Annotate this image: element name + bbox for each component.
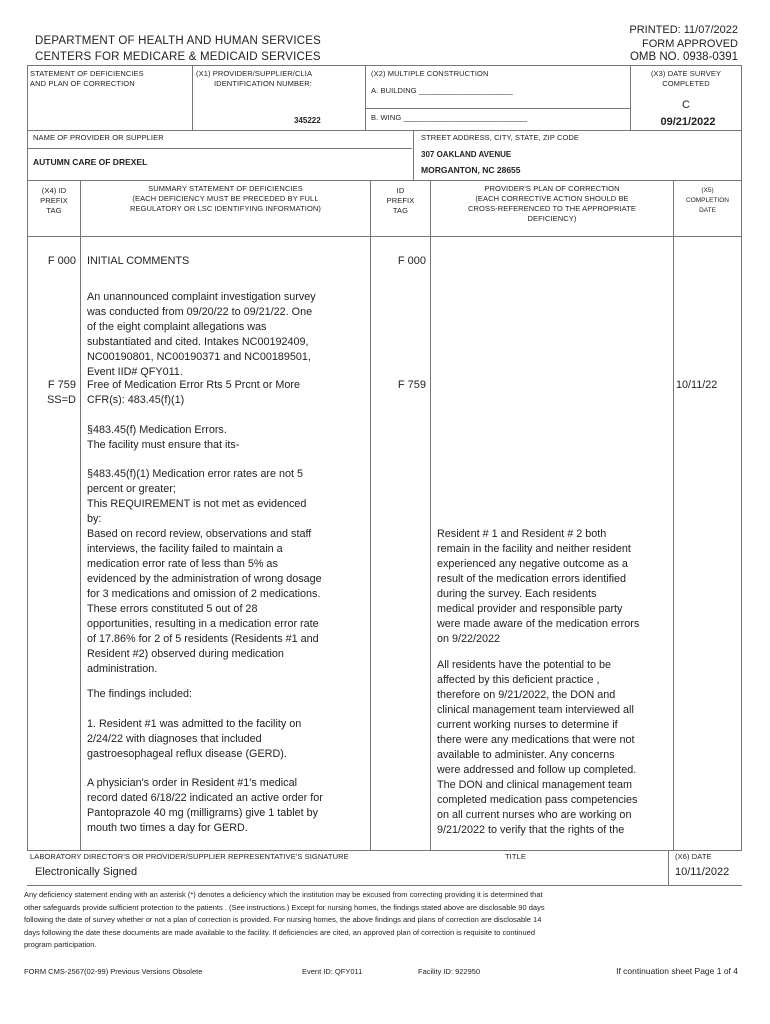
finding-1: 1. Resident #1 was admitted to the facility on 2/24/22 with diagnoses that included gastroesophageal reflux disease (GERD). (87, 718, 302, 760)
box-divider-1 (27, 130, 742, 131)
content-bottom (27, 850, 742, 851)
x3-divider (630, 65, 631, 130)
provider-id-number: 345222 (294, 116, 321, 125)
facility-id: Facility ID: 922950 (418, 967, 481, 976)
signature-bottom (27, 885, 742, 886)
address-label: STREET ADDRESS, CITY, STATE, ZIP CODE (421, 133, 580, 142)
disclosure-note: Any deficiency statement ending with an asterisk (*) denotes a deficiency which the institution may be excused from correcting providing it is determined that other safeguards provide sufficient protection to the patients . (See instructions.) Except for nursing homes, the findings stated above are disclosable 90 days following the date of survey whether or not a plan of correction is provided. For nursing homes, the above findings and plans of correction are disclosable 14 days following the date these documents are made available to the facility. If deficiencies are cited, an approved plan of correction is requisite to continued program participation. (24, 890, 545, 949)
printed-date: PRINTED: 11/07/2022 (629, 24, 738, 36)
severity-tag: SS=D (46, 394, 76, 406)
agency-name: CENTERS FOR MEDICARE & MEDICAID SERVICES (35, 51, 321, 63)
signature-date-label: (X6) DATE (675, 852, 712, 861)
omb-number: OMB NO. 0938-0391 (629, 51, 738, 63)
initial-comments-heading: INITIAL COMMENTS (87, 255, 190, 267)
form-approved: FORM APPROVED (642, 37, 738, 50)
regulation-text-1: §483.45(f) Medication Errors. The facility must ensure that its- (87, 424, 240, 451)
signature-value: Electronically Signed (35, 866, 138, 878)
box-divider-2 (27, 180, 742, 181)
building-divider (365, 108, 630, 109)
x2-wing: B. WING _____________________________ (371, 113, 528, 122)
plan-of-correction-1: Resident # 1 and Resident # 2 both remain in the facility and neither resident experienced any negative outcome as a result of the medication errors identified during the survey. Each residents medical provider and responsible party were made aware of the medication errors on 9/22/2022 (437, 528, 640, 645)
address-street: 307 OAKLAND AVENUE (421, 150, 512, 159)
tag-f759: F 759 (47, 379, 76, 391)
plan-tag-f000: F 000 (397, 255, 426, 267)
completion-date: 10/11/22 (676, 379, 718, 391)
provider-name: AUTUMN CARE OF DREXEL (33, 157, 148, 167)
provider-divider (27, 148, 412, 149)
plan-tag-f759: F 759 (397, 379, 426, 391)
x1-label: (X1) PROVIDER/SUPPLIER/CLIA IDENTIFICATION NUMBER: (196, 69, 313, 88)
agency-header (35, 33, 321, 65)
f759-title: Free of Medication Error Rts 5 Prcnt or More CFR(s): 483.45(f)(1) (87, 379, 301, 406)
completion-column-header: (X5) COMPLETION DATE (686, 187, 729, 214)
provider-label: NAME OF PROVIDER OR SUPPLIER (33, 133, 164, 142)
box-top-border (27, 65, 742, 66)
x3-label: (X3) DATE SURVEY COMPLETED (650, 69, 722, 88)
x2-label: (X2) MULTIPLE CONSTRUCTION (371, 69, 489, 78)
address-city: MORGANTON, NC 28655 (421, 165, 521, 175)
statement-label: STATEMENT OF DEFICIENCIES AND PLAN OF CORRECTION (30, 69, 144, 88)
box-left-border (27, 65, 28, 850)
finding-2: A physician's order in Resident #1's medical record dated 6/18/22 indicated an active order for Pantoprazole 40 mg (milligrams) give 1 tablet by mouth two times a day for GERD. (87, 777, 323, 834)
page-indicator: If continuation sheet Page 1 of 4 (616, 966, 738, 976)
survey-summary: An unannounced complaint investigation survey was conducted from 09/20/22 to 09/21/22. One of the eight complaint allegations was substantiated and cited. Intakes NC00192409, NC00190801, NC00190371 and NC00189501, Event IID# QFY011. (87, 291, 316, 378)
signature-date-divider (668, 850, 669, 885)
box-right-border (741, 65, 742, 850)
findings-heading: The findings included: (87, 688, 193, 700)
signature-label: LABORATORY DIRECTOR'S OR PROVIDER/SUPPLIER REPRESENTATIVE'S SIGNATURE (30, 852, 349, 861)
x1-divider (192, 65, 193, 130)
summary-column-header: SUMMARY STATEMENT OF DEFICIENCIES (EACH DEFICIENCY MUST BE PRECEDED BY FULL REGULATORY OR LSC IDENTIFYING INFORMATION) (129, 184, 322, 213)
plan-of-correction-2: All residents have the potential to be affected by this deficient practice , therefore on 9/21/2022, the DON and clinical management team interviewed all current working nurses to determine if there were any medications that were not available to administer. Any concerns were addressed and follow up completed. The DON and clinical management team completed medication pass competencies on all current nurses who are working on 9/21/2022 to verify that the rights of the (437, 659, 638, 836)
id-column-header: ID PREFIX TAG (386, 186, 415, 215)
signature-date: 10/11/2022 (675, 866, 730, 878)
form-number: FORM CMS-2567(02-99) Previous Versions Obsolete (24, 967, 203, 976)
survey-completed-date: 09/21/2022 (660, 116, 716, 128)
x2-divider (365, 65, 366, 130)
x2-building: A. BUILDING ______________________ (371, 86, 513, 95)
department-name: DEPARTMENT OF HEALTH AND HUMAN SERVICES (35, 35, 321, 47)
form-approval-block (629, 24, 738, 65)
column-header-bottom (27, 236, 742, 237)
tag-f000: F 000 (47, 255, 76, 267)
col-x4-divider (80, 180, 81, 850)
col-id-divider (430, 180, 431, 850)
address-divider (413, 130, 414, 180)
event-id: Event ID: QFY011 (302, 967, 363, 976)
title-label: TITLE (505, 852, 526, 861)
x3-letter: C (682, 99, 690, 111)
x4-column-header: (X4) ID PREFIX TAG (40, 186, 68, 215)
col-summary-divider (370, 180, 371, 850)
regulation-text-2: §483.45(f)(1) Medication error rates are not 5 percent or greater; This REQUIREMENT is not met as evidenced by: Based on record review, observations and staff interviews, the facility failed to maintain a medication error rate of less than 5% as evidenced by the administration of wrong dosage for 3 medications and omission of 2 medications. These errors constituted 5 out of 28 opportunities, resulting in a medication error rate of 17.86% for 2 of 5 residents (Residents #1 and Resident #2) observed during medication administration. (87, 468, 322, 675)
plan-column-header: PROVIDER'S PLAN OF CORRECTION (EACH CORRECTIVE ACTION SHOULD BE CROSS-REFERENCED TO THE APPROPRIATE DEFICIENCY) (468, 184, 636, 223)
col-plan-divider (673, 180, 674, 850)
